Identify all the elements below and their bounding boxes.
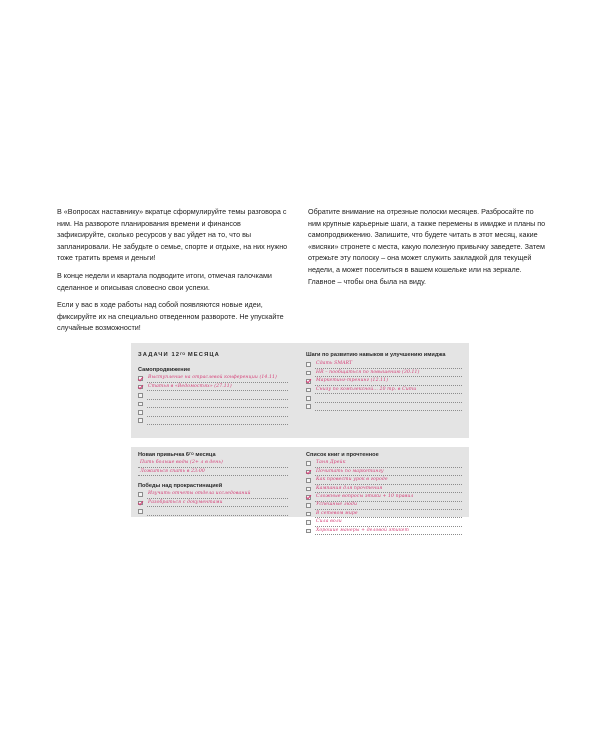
empty-checkbox[interactable] [306, 487, 311, 492]
checklist-row [306, 510, 462, 518]
instruction-paragraph: Обратите внимание на отрезные полоски месяцев. Разбросайте по ним крупные карьерные шаги, а также перемены в имидже и планы по самопродвижению. Запишите, что будете читать в этот месяц, какие «висяки» стронете с места, какую полезную привычку заведете. Затем отрежьте эту полоску – она может служить закладкой для текущей недели, а может поселиться в вашем кошельке или на зеркале. Главное – чтобы она была на виду. [308, 207, 546, 286]
empty-checkbox[interactable] [306, 520, 311, 525]
checklist-row [306, 361, 462, 369]
empty-checkbox[interactable] [306, 512, 311, 517]
tear-line [131, 438, 469, 447]
handwritten-entry: Успешные люди [316, 502, 358, 508]
handwritten-entry: Изучить отчеты отдела исследований [148, 491, 251, 497]
handwritten-entry: Кампания для прочтения [316, 485, 383, 491]
dotted-line [315, 410, 462, 411]
checklist-row [306, 468, 462, 476]
handwritten-entry: Сложные вопросы этики + 10 правил [316, 493, 414, 499]
habit-title: Новая привычка $6^{ГО}$ месяца [138, 452, 216, 458]
handwritten-entry: В сетевом мире [316, 510, 358, 516]
checklist-row [306, 494, 462, 502]
self-promo-list [138, 375, 288, 425]
checklist-row [306, 519, 462, 527]
card-title: ЗАДАЧИ $12^{ГО}$ МЕСЯЦА [138, 352, 220, 358]
checklist-row [138, 400, 288, 408]
empty-checkbox[interactable] [306, 396, 311, 401]
handwritten-entry: Разобраться с документами [148, 499, 223, 505]
checklist-row [306, 403, 462, 411]
handwritten-entry: Как провести урок в городе [316, 477, 388, 483]
checklist-row [306, 369, 462, 377]
checklist-row [138, 383, 288, 391]
handwritten-entry: Сдать SMART [316, 361, 353, 367]
handwritten-entry: Снизу по комплексной... 20 тр. в Сити [316, 386, 417, 392]
books-list [306, 460, 462, 536]
handwritten-entry: Маркетинг-тренинг (12.11) [316, 378, 389, 384]
empty-checkbox[interactable] [306, 478, 311, 483]
checked-checkbox[interactable] [306, 470, 311, 475]
checked-checkbox[interactable] [138, 501, 143, 506]
empty-checkbox[interactable] [138, 418, 143, 423]
checked-checkbox[interactable] [138, 385, 143, 390]
instructions-left [57, 206, 289, 340]
instruction-paragraph: Если у вас в ходе работы над собой появляются новые идеи, фиксируйте их на специально отведенном развороте. Не упускайте случайные возможности! [57, 300, 284, 333]
checklist-row [306, 502, 462, 510]
habit-lines [138, 460, 288, 477]
checklist-row [306, 386, 462, 394]
habit-line [138, 460, 288, 468]
empty-checkbox[interactable] [138, 509, 143, 514]
empty-checkbox[interactable] [138, 393, 143, 398]
empty-checkbox[interactable] [306, 461, 311, 466]
handwritten-entry: Хорошие манеры + деловой этикет [316, 527, 409, 533]
procrastination-list [138, 491, 288, 516]
empty-checkbox[interactable] [138, 410, 143, 415]
checklist-row [138, 417, 288, 425]
handwritten-entry: HR – пообщаться по повышению (30.11) [316, 369, 420, 375]
checked-checkbox[interactable] [306, 495, 311, 500]
handwritten-entry: Пить больше воды (2+ л в день) [140, 460, 223, 466]
empty-checkbox[interactable] [306, 371, 311, 376]
checklist-row [138, 499, 288, 507]
checklist-row [306, 527, 462, 535]
dotted-line [138, 475, 288, 476]
handwritten-entry: Выступление на отраслевой конференции (14.11) [148, 375, 277, 381]
career-title: Шаги по развитию навыков и улучшению имиджа [306, 352, 446, 358]
handwritten-entry: Почитать по маркетингу [316, 468, 384, 474]
handwritten-entry: Таня Дрейк [316, 460, 346, 466]
empty-checkbox[interactable] [306, 503, 311, 508]
books-title: Список книг и прочтенное [306, 452, 379, 458]
checklist-row [306, 378, 462, 386]
checklist-row [138, 491, 288, 499]
checked-checkbox[interactable] [138, 376, 143, 381]
checklist-row [306, 477, 462, 485]
empty-checkbox[interactable] [138, 492, 143, 497]
handwritten-entry: Ложиться спать в 23:00 [140, 468, 205, 474]
procrastination-title: Победы над прокрастинацией [138, 483, 223, 489]
empty-checkbox[interactable] [138, 402, 143, 407]
handwritten-entry: Статья в «Ведомостях» (27.11) [148, 383, 232, 389]
handwritten-entry: Сила воли [316, 519, 342, 525]
instructions-right [308, 206, 548, 293]
empty-checkbox[interactable] [306, 529, 311, 534]
checklist-row [138, 508, 288, 516]
habit-line [138, 468, 288, 476]
checklist-row [138, 375, 288, 383]
checked-checkbox[interactable] [306, 379, 311, 384]
instruction-paragraph: В конце недели и квартала подводите итоги, отмечая галочками сделанное и описывая словесно свои успехи. [57, 270, 272, 292]
checklist-row [306, 460, 462, 468]
empty-checkbox[interactable] [306, 388, 311, 393]
checklist-row [306, 485, 462, 493]
dotted-line [147, 515, 288, 516]
self-promo-title: Самопродвижение [138, 367, 191, 373]
dotted-line [315, 534, 462, 535]
dotted-line [147, 424, 288, 425]
empty-checkbox[interactable] [306, 404, 311, 409]
empty-checkbox[interactable] [306, 362, 311, 367]
instruction-paragraph: В «Вопросах наставнику» вкратце сформулируйте темы разговора с ним. На развороте планирования времени и финансов зафиксируйте, сколько ресурсов у вас уйдет на то, что вы запланировали. Не забудьте о семье, спорте и отдыхе, на них нужно тоже тратить время и деньги! [57, 207, 288, 263]
checklist-row [306, 395, 462, 403]
career-list [306, 361, 462, 411]
checklist-row [138, 392, 288, 400]
checklist-row [138, 409, 288, 417]
